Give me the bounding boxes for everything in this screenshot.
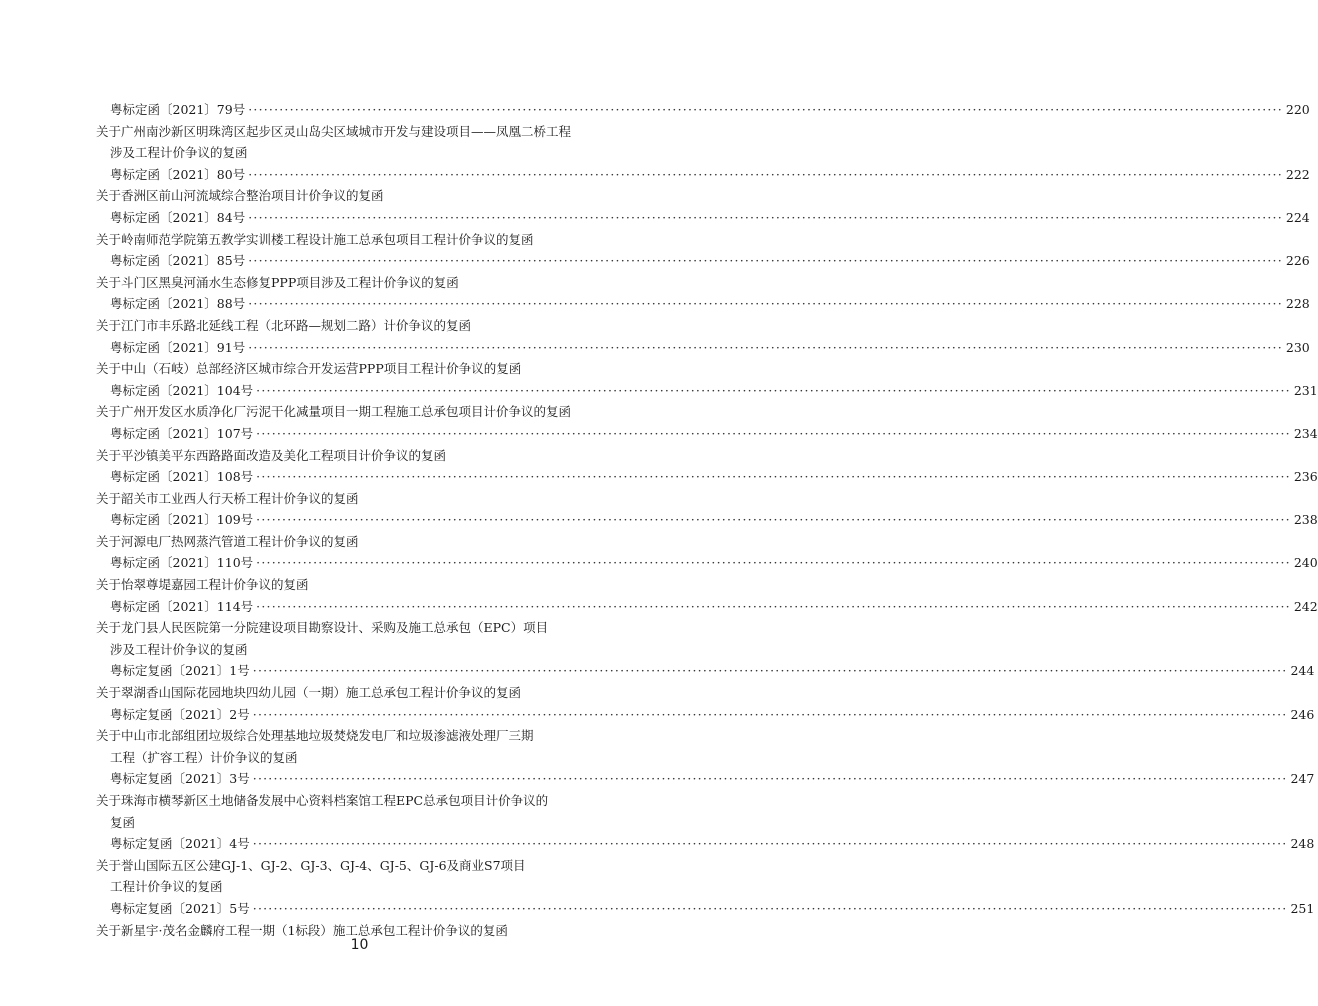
toc-entry-reference [96,207,1310,229]
page-reference: 220 [1285,102,1310,117]
toc-entry[interactable] [96,531,1318,574]
dot-leader: ········································································································································································································ [256,469,1291,485]
page-reference: 238 [1293,512,1318,528]
document-code: 粤标定函〔2021〕79号 [110,102,246,117]
document-code: 粤标定复函〔2021〕5号 [110,900,250,916]
toc-entry-reference [96,293,1310,315]
toc-entry-reference [96,768,1315,790]
toc-entry-title: 涉及工程计价争议的复函 [110,641,248,657]
document-code: 粤标定函〔2021〕107号 [110,425,254,441]
toc-entry-title: 复函 [110,814,136,830]
dot-leader: ········································································································································································································ [252,836,1288,852]
page-reference: 228 [1285,296,1310,312]
document-code: 粤标定函〔2021〕85号 [110,253,246,269]
toc-entry[interactable] [96,682,1315,725]
page-reference: 236 [1293,469,1318,485]
toc-entry-reference [96,337,1310,359]
dot-leader: ········································································································································································································ [252,663,1288,679]
toc-entry-title: 关于广州开发区水质净化厂污泥干化减量项目一期工程施工总承包项目计价争议的复函 [96,404,572,420]
toc-entry-title: 工程计价争议的复函 [110,879,223,895]
page-reference: 242 [1293,598,1318,614]
toc-entry-title: 关于斗门区黑臭河涌水生态修复PPP项目涉及工程计价争议的复函 [96,274,459,290]
toc-entry-title: 关于韶关市工业西人行天桥工程计价争议的复函 [96,490,359,506]
dot-leader: ········································································································································································································ [256,555,1291,571]
page-reference: 224 [1285,209,1310,225]
dot-leader: ········································································································································································································ [252,706,1288,722]
document-code: 粤标定函〔2021〕91号 [110,339,246,355]
toc-entry-title: 关于岭南师范学院第五教学实训楼工程设计施工总承包项目工程计价争议的复函 [96,231,534,247]
toc-entry-title: 关于新星宇·茂名金麟府工程一期（1标段）施工总承包工程计价争议的复函 [96,922,508,938]
page-reference: 244 [1290,663,1315,679]
toc-entry-reference [96,99,1310,121]
toc-entry-reference [96,660,1315,682]
dot-leader: ········································································································································································································ [248,166,1283,182]
dot-leader: ········································································································································································································ [248,339,1283,355]
toc-entry[interactable] [96,99,1310,121]
page-reference: 246 [1290,706,1315,722]
document-code: 粤标定函〔2021〕88号 [110,296,246,312]
document-code: 粤标定函〔2021〕84号 [110,209,246,225]
page-reference: 230 [1285,339,1310,355]
toc-entry[interactable] [96,445,1318,488]
page-reference: 248 [1290,836,1315,852]
page-reference: 234 [1293,425,1318,441]
document-code: 粤标定函〔2021〕110号 [110,555,254,571]
dot-leader: ········································································································································································································ [248,102,1283,117]
toc-entry-title: 关于江门市丰乐路北延线工程（北环路—规划二路）计价争议的复函 [96,317,472,333]
dot-leader: ········································································································································································································ [248,209,1283,225]
document-code: 粤标定复函〔2021〕3号 [110,771,250,787]
toc-entry-title: 关于怡翠尊堤嘉园工程计价争议的复函 [96,577,309,593]
toc-entry-title: 关于中山（石岐）总部经济区城市综合开发运营PPP项目工程计价争议的复函 [96,361,522,377]
toc-entry-title: 涉及工程计价争议的复函 [110,145,248,161]
toc-entry-reference [96,509,1318,531]
dot-leader: ········································································································································································································ [256,598,1291,614]
page-reference: 222 [1285,166,1310,182]
toc-entry[interactable] [96,185,1310,228]
document-code: 粤标定函〔2021〕109号 [110,512,254,528]
dot-leader: ········································································································································································································ [256,425,1291,441]
document-code: 粤标定函〔2021〕108号 [110,469,254,485]
toc-entry[interactable] [96,229,1310,272]
toc-entry-reference [96,250,1310,272]
document-code: 粤标定函〔2021〕114号 [110,598,254,614]
toc-entry[interactable] [96,121,1310,186]
toc-entry-reference [96,164,1310,186]
toc-entry[interactable] [96,574,1318,617]
page-reference: 247 [1290,771,1315,787]
toc-entry-title: 关于河源电厂热网蒸汽管道工程计价争议的复函 [96,533,359,549]
toc-entry[interactable] [96,358,1318,401]
page-reference: 226 [1285,253,1310,269]
toc-entry-title: 关于珠海市横琴新区土地储备发展中心资料档案馆工程EPC总承包项目计价争议的 [96,793,549,808]
dot-leader: ········································································································································································································ [252,771,1288,787]
page-number: 10 [350,937,369,953]
document-code: 粤标定复函〔2021〕4号 [110,836,250,852]
dot-leader: ········································································································································································································ [248,253,1283,269]
document-code: 粤标定复函〔2021〕1号 [110,663,250,679]
page-reference: 240 [1293,555,1318,571]
toc-entry-title: 关于中山市北部组团垃圾综合处理基地垃圾焚烧发电厂和垃圾渗滤液处理厂三期 [96,728,534,744]
toc-entry-reference [96,596,1318,618]
dot-leader: ········································································································································································································ [252,900,1288,916]
toc-entry-title: 关于广州南沙新区明珠湾区起步区灵山岛尖区域城市开发与建设项目——凤凰二桥工程 [96,123,572,139]
toc-entry[interactable] [96,855,1315,920]
toc-entry[interactable] [96,488,1318,531]
document-code: 粤标定复函〔2021〕2号 [110,706,250,722]
page-reference: 231 [1293,382,1318,398]
toc-entry-reference [96,704,1315,726]
toc-entry-title: 工程（扩容工程）计价争议的复函 [110,749,298,765]
dot-leader: ········································································································································································································ [256,382,1291,398]
toc-entry-reference [96,552,1318,574]
dot-leader: ········································································································································································································ [256,512,1291,528]
page-reference: 251 [1290,900,1315,916]
toc-entry-reference [96,833,1315,855]
toc-entry-reference [96,423,1318,445]
document-code: 粤标定函〔2021〕80号 [110,166,246,182]
toc-entry-title: 关于香洲区前山河流域综合整治项目计价争议的复函 [96,188,384,204]
toc-entry[interactable] [96,272,1310,315]
toc-entry-title: 关于平沙镇美平东西路路面改造及美化工程项目计价争议的复函 [96,447,447,463]
toc-entry-title: 关于誉山国际五区公建GJ-1、GJ-2、GJ-3、GJ-4、GJ-5、GJ-6及商业S7项目 [96,857,526,873]
toc-entry-reference [96,466,1318,488]
document-code: 粤标定函〔2021〕104号 [110,382,254,398]
toc-entry[interactable] [96,790,1315,855]
toc-entry[interactable] [96,725,1315,790]
toc-entry[interactable] [96,617,1315,682]
toc-entry-title: 关于翠湖香山国际花园地块四幼儿园（一期）施工总承包工程计价争议的复函 [96,685,522,701]
toc-entry-reference [96,380,1318,402]
dot-leader: ········································································································································································································ [248,296,1283,312]
toc-entry[interactable] [96,315,1310,358]
toc-entry[interactable] [96,401,1318,444]
toc-entry-reference [96,898,1315,920]
table-of-contents [96,99,1318,941]
toc-entry-title: 关于龙门县人民医院第一分院建设项目勘察设计、采购及施工总承包（EPC）项目 [96,620,549,636]
